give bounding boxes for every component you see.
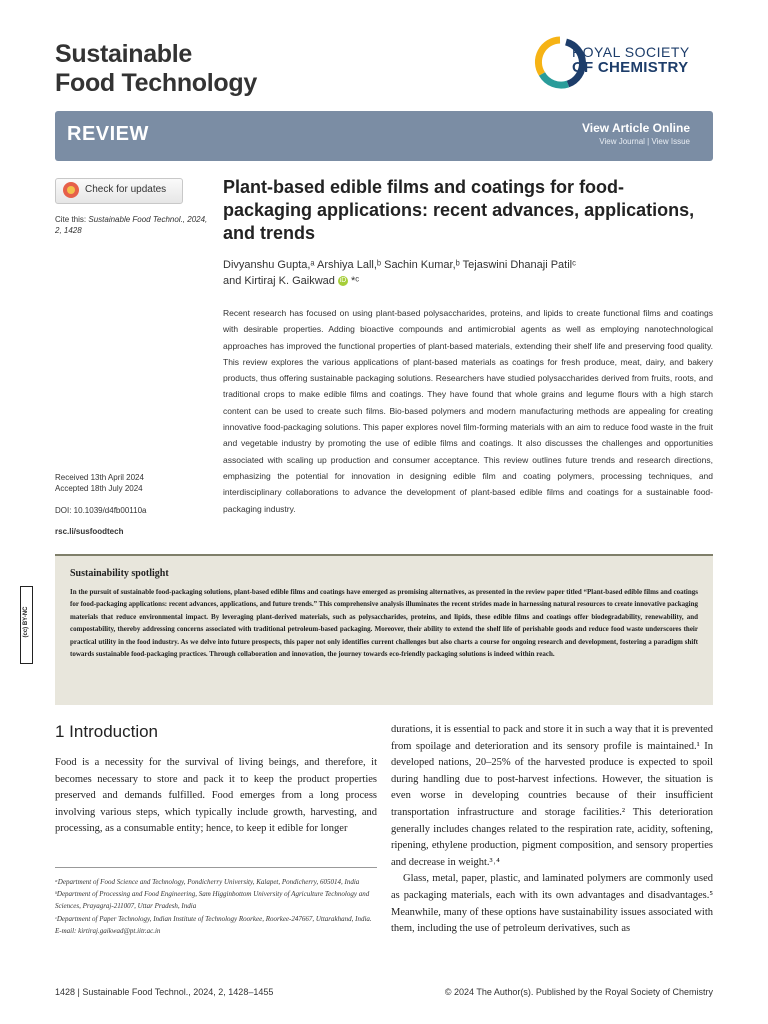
accepted-date: Accepted 18th July 2024 [55, 484, 143, 493]
footnote-divider [55, 867, 377, 868]
page-footer-citation: 1428 | Sustainable Food Technol., 2024, 2, 1428–1455 [55, 987, 274, 997]
intro-column-1: Food is a necessity for the survival of living beings, and therefore, it becomes necessary to store and pack it to keep the product properties preserved and demands fulfilled. Food emerges from a long process involving various steps, which typically include growth, harvesting, and processing, as a consumable entity; hence, to keep it edible for longer [55, 757, 377, 835]
spotlight-body: In the pursuit of sustainable food-packaging solutions, plant-based edible films and coatings have emerged as promising alternatives, as presented in the review paper titled “Plant-based edible films and coatings for food-packaging applications: recent advances, applications, and future trends.” This comprehensive analysis illuminates the recent strides made in harnessing natural resources to create innovative packaging materials that reduce environmental impact. By leveraging plant-derived materials, such as polysaccharides, proteins, and lipids, these edible films and coatings offer biodegradability, renewability, and compostability, thereby addressing concerns associated with traditional petroleum-based packaging. Moreover, their ability to extend the shelf life of perishable goods and reduce food waste underscores their practical utility in the food industry. As we delve into future prospects, this paper not only identifies current challenges but also charts a course for ongoing research and development, fostering a paradigm shift towards sustainable food-packaging practices. Through collaboration and innovation, the journey towards eco-friendly packaging solutions is indeed within reach. [70, 588, 698, 659]
orcid-icon[interactable]: iD [339, 277, 347, 285]
journal-link[interactable]: rsc.li/susfoodtech [55, 527, 124, 536]
received-date: Received 13th April 2024 [55, 473, 144, 482]
citation: Cite this: Sustainable Food Technol., 2024, 2, 1428 [55, 215, 208, 235]
publisher-name[interactable]: ROYAL SOCIETY OF CHEMISTRY [572, 44, 690, 76]
abstract: Recent research has focused on using plant-based polysaccharides, proteins, and lipids to create functional films and coatings with desirable properties. Adding bioactive compounds and antimicrobial agents as well as employing nanotechnological approaches has improved the functional properties of plant-based materials, extending their shelf life and preserving food quality. This review explores the various applications of plant-based materials as coatings for fresh produce, meat, dairy, and bakery products, thus offering sustainable packaging solutions. Researchers have studied polysaccharides derived from fruits, roots, and traditional crops to make edible films and coatings. They have found that whole grains and legume flours with a high starch content can be used to create such films. Bio-based polymers and modern manufacturing methods are appealing for creating innovative food-packaging solutions. This paper explores novel film-forming materials with an aim to reduce food waste in the fruit and vegetable industry by promoting the use of edible films and coatings. It also discusses the challenges and opportunities associated with scaling up production and consumer acceptance. This review outlines future trends and research directions, emphasizing the potential for innovation in designing edible film and coating polymers, processing techniques, and interdisciplinary collaborations to advance the development of plant-based edible films and coatings for a sustainable food-packaging industry. [223, 308, 713, 514]
spotlight-title: Sustainability spotlight [70, 568, 169, 579]
section-bar [55, 111, 713, 161]
article-title: Plant-based edible films and coatings for food-packaging applications: recent advances, applications, and trends [223, 177, 695, 243]
journal-title: Sustainable Food Technology [55, 40, 257, 97]
check-for-updates-button[interactable]: Check for updates [55, 178, 183, 204]
page-footer-copyright: © 2024 The Author(s). Published by the Royal Society of Chemistry [444, 987, 713, 997]
affiliations: ᵃDepartment of Food Science and Technology, Pondicherry University, Kalapet, Pondicherry, 605014, India ᵇDepartment of Processing and Food Engineering, Sam Higginbottom University of Agriculture Technology and Sciences, Prayagraj-211007, Uttar Pradesh, India ᶜDepartment of Paper Technology, Indian Institute of Technology Roorkee, Roorkee-247667, Uttarakhand, India. E-mail: kirtiraj.gaikwad@pt.iitr.ac.in [55, 878, 372, 935]
section-label: REVIEW [67, 123, 149, 145]
cc-license-badge[interactable]: (cc) BY-NC [20, 586, 33, 664]
section-heading: 1 Introduction [55, 722, 159, 741]
view-article-online-link[interactable]: View Article Online [581, 121, 690, 135]
view-journal-issue-links[interactable]: View Journal | View Issue [599, 137, 690, 146]
author-list: Divyanshu Gupta,ᵃ Arshiya Lall,ᵇ Sachin Kumar,ᵇ Tejaswini Dhanaji Patilᶜ and Kirtiraj K. Gaikwad iD *ᶜ [223, 259, 576, 287]
crossmark-icon [63, 182, 79, 198]
intro-column-2: durations, it is essential to pack and store it in such a way that it is prevented from spoilage and deterioration and its sensory profile is maintained.¹ In developed nations, 20–25% of the harvested produce is expected to spoil during handling due to post-harvest infections. However, the situation is even worse in developing countries because of their insufficient transportation infrastructure and storage facilities.² This deterioration generally includes changes related to the respiration rate, acidity, softening, ripening, ethylene production, pigment composition, and sensory properties and decrease in weight.³˒⁴ Glass, metal, paper, plastic, and laminated polymers are commonly used as packaging materials, each with its own advantages and disadvantages.⁵ Meanwhile, many of these options have sustainability issues associated with them, including the use of petroleum derivatives, such as [391, 724, 713, 935]
doi[interactable]: DOI: 10.1039/d4fb00110a [55, 506, 147, 515]
